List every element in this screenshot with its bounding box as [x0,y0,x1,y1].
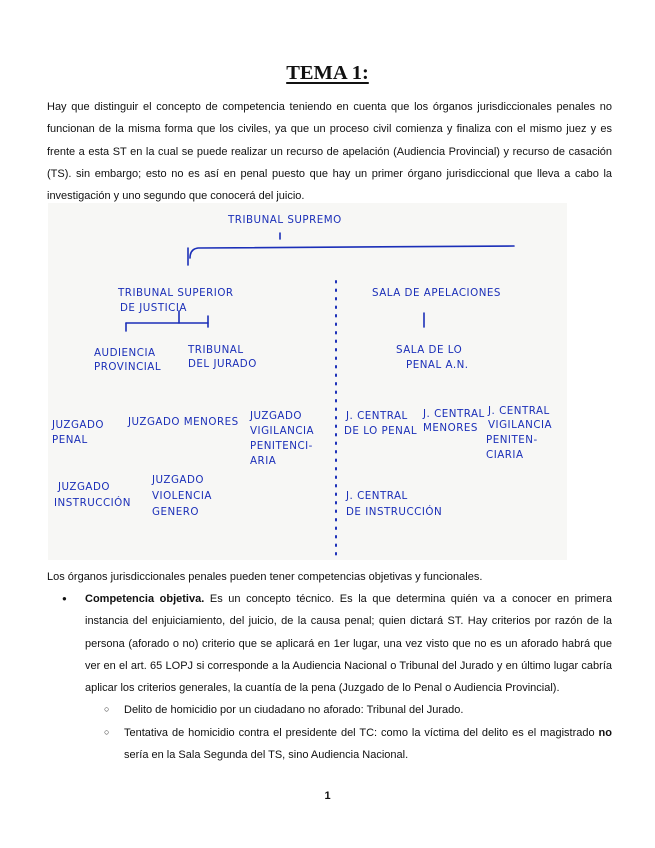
competencia-objetiva-text: Es un concepto técnico. Es la que determina quién va a conocer en primera instancia del enjuiciamiento, del juicio, de la causa penal; quien dictará ST. Hay criterios por razón de la persona (aforado o no) criterio que se aplicará en 1er lugar, una vez visto que no es un aforado habrá que ver en el art. 65 LOPJ si corresponde a la Audiencia Nacional o Tribunal del Jurado y en último lugar cabría aplicar los criterios generales, la cuantía de la pena (Juzgado de lo Penal o Audiencia Provincial). [85,593,612,695]
label-jc-vigilancia-1: J. CENTRAL [488,405,550,417]
label-jc-instruccion-1: J. CENTRAL [346,490,408,502]
label-vigilancia-2: VIGILANCIA [250,425,315,437]
sub-item-homicidio [58,699,612,721]
label-vigilancia-4: ARIA [250,455,277,467]
label-violencia-2: VIOLENCIA [152,490,212,502]
connector-top-bar [190,246,514,258]
sub-item-text: Delito de homicidio por un ciudadano no aforado: Tribunal del Jurado. [124,704,464,717]
label-tsj-line2: DE JUSTICIA [120,302,187,314]
label-sala-apelaciones: SALA DE APELACIONES [372,287,501,299]
sub-item-text: Tentativa de homicidio contra el presidente del TC: como la víctima del delito es el magistrado [124,726,599,739]
bullet-circle-icon: ○ [104,704,110,715]
label-jc-instruccion-2: DE INSTRUCCIÓN [346,506,443,518]
label-instruccion-1: JUZGADO [58,481,111,493]
sub-item-bold: no [598,726,612,739]
label-jc-vigilancia-2: VIGILANCIA [488,419,553,431]
sub-item-text: sería en la Sala Segunda del TS, sino Audiencia Nacional. [124,749,409,762]
label-vigilancia-3: PENITENCI- [250,440,313,452]
label-jc-menores-1: J. CENTRAL [423,408,485,420]
intro-paragraph: Hay que distinguir el concepto de competencia teniendo en cuenta que los órganos jurisdiccionales penales no funcionan de la misma forma que los civiles, ya que un proceso civil comienza y finaliza con el mismo juez y es frente a esta ST en la cual se puede realizar un recurso de apelación (Audiencia Provincial) y recurso de casación (TS). sin embargo; esto no es así en penal puesto que hay un primer órgano jurisdiccional que lleva a cabo la investigación y uno segundo que conocerá del juicio. [47,101,612,203]
diagram-canvas [48,203,567,560]
label-violencia-1: JUZGADO [152,474,205,486]
competencia-list [58,588,612,766]
competencia-objetiva-label: Competencia objetiva. [85,593,205,605]
label-audiencia-1: AUDIENCIA [94,347,156,359]
label-jc-menores-2: MENORES [423,422,478,434]
page-title: TEMA 1: [286,62,369,84]
organos-paragraph: Los órganos jurisdiccionales penales pueden tener competencias objetivas y funcionales. [47,571,483,583]
bullet-circle-icon: ○ [104,726,110,737]
label-jc-penal-1: J. CENTRAL [346,410,408,422]
label-jurado-2: DEL JURADO [188,358,257,370]
bullet-dot-icon: ● [62,594,67,603]
label-tsj-line1: TRIBUNAL SUPERIOR [118,287,234,299]
label-sala-penal-1: SALA DE LO [396,344,463,356]
sub-item-tentativa [58,722,612,767]
label-jc-vigilancia-3: PENITEN- [486,434,538,446]
label-juzgado-menores: JUZGADO MENORES [128,416,239,428]
label-juzgado-penal-1: JUZGADO [52,419,105,431]
label-juzgado-penal-2: PENAL [52,434,88,446]
label-violencia-3: GENERO [152,506,199,518]
page-number: 1 [324,790,331,802]
label-vigilancia-1: JUZGADO [250,410,303,422]
label-jurado-1: TRIBUNAL [188,344,244,356]
label-jc-vigilancia-4: CIARIA [486,449,524,461]
label-jc-penal-2: DE LO PENAL [344,425,418,437]
label-instruccion-2: INSTRUCCIÓN [54,497,131,509]
court-hierarchy-diagram [48,203,567,560]
label-audiencia-2: PROVINCIAL [94,361,162,373]
list-item-competencia-objetiva [58,588,612,699]
label-tribunal-supremo: TRIBUNAL SUPREMO [228,214,342,226]
label-sala-penal-2: PENAL A.N. [406,359,469,371]
